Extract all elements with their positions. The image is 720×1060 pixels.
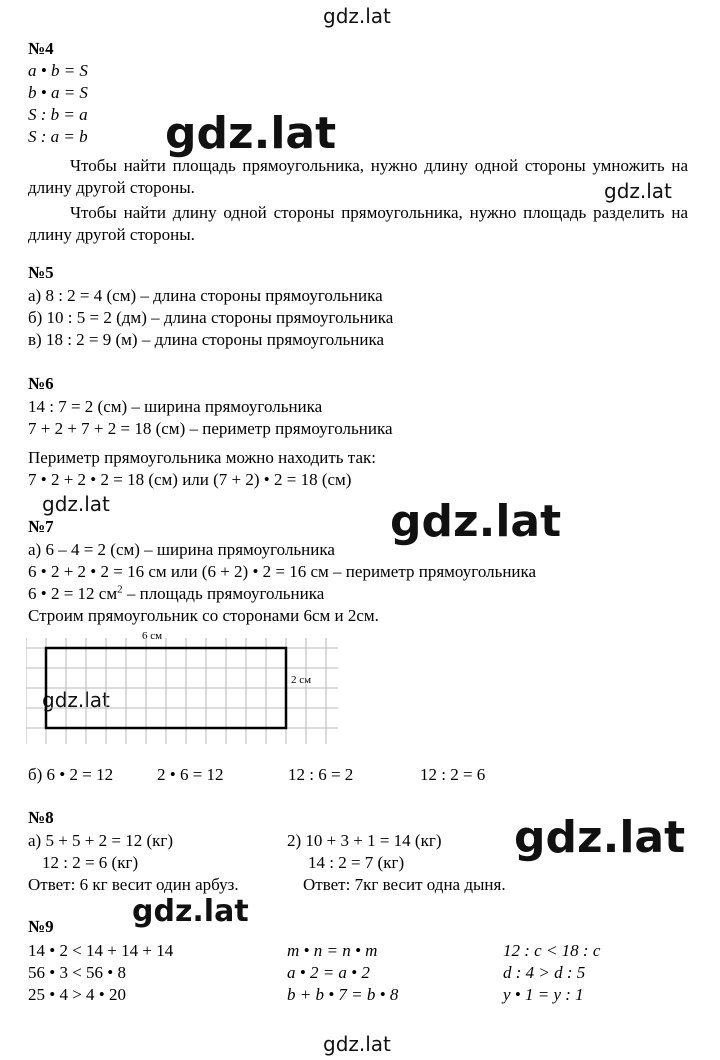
formula: b • a = S [28, 83, 88, 102]
solution-line: 2 • 6 = 12 [157, 765, 224, 784]
watermark: gdz.lat [42, 492, 110, 516]
comparison: d : 4 > d : 5 [503, 963, 586, 982]
solution-line: б) 10 : 5 = 2 (дм) – длина стороны прямоугольника [28, 308, 394, 327]
solution-line: 6 • 2 = 12 $см^2$ – площадь прямоугольника [28, 583, 325, 603]
comparison: 56 • 3 < 56 • 8 [28, 963, 126, 982]
comparison: 12 : c < 18 : c [503, 941, 601, 960]
rule-paragraph: Чтобы найти длину одной стороны прямоугольника, нужно площадь разделить на длину другой стороны. [28, 203, 688, 244]
watermark: gdz.lat [604, 179, 672, 203]
comparison: a • 2 = a • 2 [287, 963, 370, 982]
solution-line: 12 : 2 = 6 [420, 765, 486, 784]
solution-line: а) 8 : 2 = 4 (см) – длина стороны прямоугольника [28, 286, 383, 305]
rect-width-label: 6 см [142, 630, 163, 642]
formula: S : a = b [28, 127, 88, 146]
solution-line: 7 • 2 + 2 • 2 = 18 (см) или (7 + 2) • 2 = 18 (см) [28, 470, 352, 489]
comparison: 14 • 2 < 14 + 14 + 14 [28, 941, 174, 960]
solution-line: 2) 10 + 3 + 1 = 14 (кг) [287, 831, 442, 850]
task-5-title: №5 [28, 263, 54, 282]
grid-drawing [26, 638, 338, 744]
watermark: gdz.lat [42, 688, 110, 712]
watermark: gdz.lat [390, 496, 562, 547]
rect-height-label: 2 см [291, 674, 312, 686]
formula: S : b = a [28, 105, 88, 124]
comparison: 25 • 4 > 4 • 20 [28, 985, 126, 1004]
comparison: m • n = n • m [287, 941, 378, 960]
formula: a • b = S [28, 61, 88, 80]
solution-line: Периметр прямоугольника можно находить так: [28, 448, 376, 467]
solution-line: Строим прямоугольник со сторонами 6см и 2см. [28, 606, 379, 625]
solution-line: 14 : 2 = 7 (кг) [308, 853, 405, 872]
solution-line: б) 6 • 2 = 12 [28, 765, 114, 784]
watermark: gdz.lat [323, 4, 391, 28]
watermark: gdz.lat [132, 894, 249, 929]
watermark: gdz.lat [514, 812, 686, 863]
comparison: b + b • 7 = b • 8 [287, 985, 399, 1004]
solution-line: 6 • 2 + 2 • 2 = 16 см или (6 + 2) • 2 = 16 см – периметр прямоугольника [28, 562, 537, 581]
task-9-title: №9 [28, 917, 54, 936]
solution-line: 14 : 7 = 2 (см) – ширина прямоугольника [28, 397, 323, 416]
solution-line: а) 5 + 5 + 2 = 12 (кг) [28, 831, 174, 850]
answer-line: Ответ: 7кг весит одна дыня. [303, 875, 506, 894]
solution-line: в) 18 : 2 = 9 (м) – длина стороны прямоугольника [28, 330, 385, 349]
rule-paragraph: Чтобы найти площадь прямоугольника, нужно длину одной стороны умножить на длину другой стороны. [28, 156, 688, 197]
comparison: y • 1 = y : 1 [503, 985, 584, 1004]
watermark: gdz.lat [323, 1032, 391, 1056]
solution-line: а) 6 – 4 = 2 (см) – ширина прямоугольника [28, 540, 335, 559]
task-7-title: №7 [28, 517, 54, 536]
watermark: gdz.lat [165, 108, 337, 159]
solution-line: 12 : 6 = 2 [288, 765, 354, 784]
task-6-title: №6 [28, 374, 54, 393]
task-4-title: №4 [28, 39, 54, 58]
solution-line: 7 + 2 + 7 + 2 = 18 (см) – периметр прямоугольника [28, 419, 393, 438]
task-8-title: №8 [28, 808, 54, 827]
solution-line: 12 : 2 = 6 (кг) [42, 853, 139, 872]
answer-line: Ответ: 6 кг весит один арбуз. [28, 875, 239, 894]
